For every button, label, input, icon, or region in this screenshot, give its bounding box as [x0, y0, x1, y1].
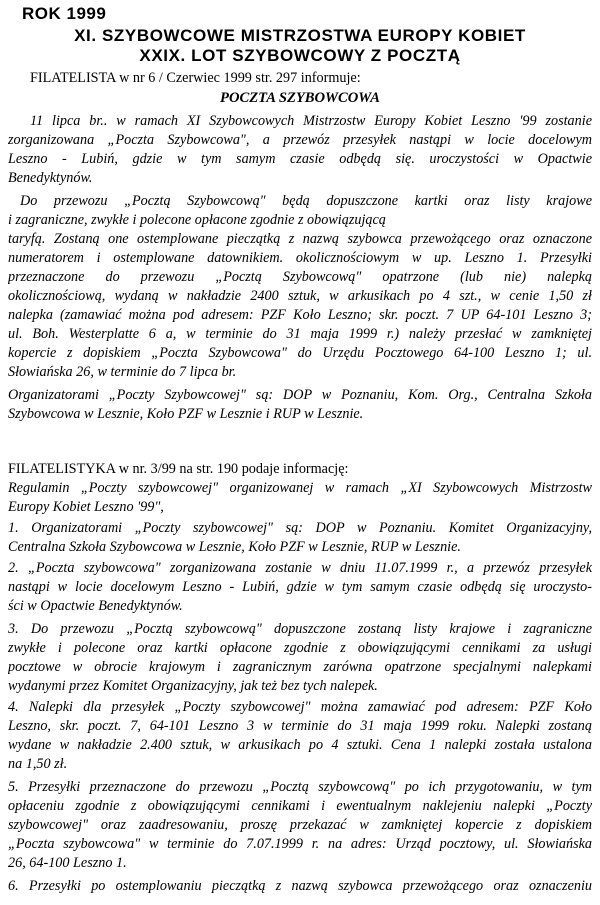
text-line: kopercie z dopiskiem „Poczta Szybowcowa" do Urzędu Pocztowego 64-100 Leszno 1; ul.: [8, 345, 592, 361]
text-line: szybowcowej" oraz zaadresowaniu, proszę przekazać w zamkniętej kopercie z dopiskiem: [8, 817, 592, 833]
year-heading: ROK 1999: [22, 4, 107, 23]
text-line: Organizatorami „Poczty Szybowcowej" są: DOP w Poznaniu, Kom. Org., Centralna Szkoła: [8, 387, 592, 403]
text-line: Leszno, skr. poczt. 7, 64-101 Leszno 3 w terminie do 31 maja 1999 roku. Nalepki zostaną: [8, 718, 592, 734]
text-line: nastąpi w locie docelowym Leszno - Lubiń, gdzie w tym samym czasie odbędą się uroczysto-: [8, 579, 592, 595]
text-line: numeratorem i ostemplowane datownikiem. okolicznościowym w up. Leszno 1. Przesyłki: [8, 250, 592, 266]
text-line: okolicznościową, wydaną w nakładzie 2400 sztuk, w arkusikach po 4 szt., w cenie 1,50 zł: [8, 288, 592, 304]
text-line: 3. Do przewozu „Pocztą szybowcową" dopuszczone zostaną listy krajowe i zagraniczne: [8, 621, 592, 637]
text-line: 5. Przesyłki przeznaczone do przewozu „Pocztą szybowcową" po ich przygotowaniu, w tym: [8, 779, 592, 795]
text-line: Europy Kobiet Leszno '99",: [8, 499, 164, 515]
text-line: na 1,50 zł.: [8, 756, 68, 772]
text-line: przeznaczone do przewozu „Pocztą Szybowcową" opatrzone (lub nie) nalepką: [8, 269, 592, 285]
text-line: ul. Boh. Westerplatte 6 a, w terminie do 31 maja 1999 r.) należy przesłać w zamkniętej: [8, 326, 592, 342]
text-line: 6. Przesyłki po ostemplowaniu pieczątką z nazwą szybowca przewożącego oraz oznaczeniu: [8, 878, 592, 894]
document-title: XI. SZYBOWCOWE MISTRZOSTWA EUROPY KOBIET: [74, 26, 526, 45]
text-line: pocztowe w obrocie krajowym i zagranicznym zarówna opatrzone specjalnymi nalepkami: [8, 659, 592, 675]
text-line: zorganizowana „Poczta Szybowcowa", a przewóz przesyłek nastąpi w locie docelowym: [8, 132, 592, 148]
text-line: wydane w nakładzie 2.400 sztuk, w arkusikach po 4 sztuki. Cena 1 nalepki została ustalona: [8, 737, 592, 753]
document-subtitle: XXIX. LOT SZYBOWCOWY Z POCZTĄ: [139, 46, 461, 65]
text-line: „Poczta szybowcowa" w terminie do 7.07.1999 r. na adres: Urząd pocztowy, ul. Słowiańska: [8, 836, 592, 852]
section1-source: FILATELISTA w nr 6 / Czerwiec 1999 str. 297 informuje:: [30, 70, 361, 86]
text-line: taryfą. Zostaną one ostemplowane pieczątką z nazwą szybowca przewożącego oraz oznaczone: [8, 231, 592, 247]
text-line: Centralna Szkoła Szybowcowa w Lesznie, Koło PZF w Lesznie, RUP w Lesznie.: [8, 539, 461, 555]
section1-heading: POCZTA SZYBOWCOWA: [220, 90, 380, 106]
text-line: opłaceniu zgodnie z obowiązującymi cennikami i ewentualnym naklejeniu nalepki „Poczty: [8, 798, 592, 814]
text-line: nalepka (zamawiać można pod adresem: PZF Koło Leszno; skr. poczt. 7 UP 64-101 Leszno 3;: [8, 307, 592, 323]
text-line: Słowiańska 26, w terminie do 7 lipca br.: [8, 364, 237, 380]
text-line: zwykłe i polecone oraz kartki opłacone zgodnie z obowiązującymi cennikami za usługi: [8, 640, 592, 656]
text-line: wydanymi przez Komitet Organizacyjny, jak też bez tych nalepek.: [8, 678, 378, 694]
section2-source: FILATELISTYKA w nr. 3/99 na str. 190 podaje informację:: [8, 461, 349, 477]
text-line: 1. Organizatorami „Poczty szybowcowej" są: DOP w Poznaniu. Komitet Organizacyjny,: [8, 520, 592, 536]
text-line: 2. „Poczta szybowcowa" zorganizowana zostanie w dniu 11.07.1999 r., a przewóz przesyłek: [8, 560, 592, 576]
text-line: Benedyktynów.: [8, 170, 93, 186]
text-line: Do przewozu „Pocztą Szybowcową" będą dopuszczone kartki oraz listy krajowe: [20, 193, 592, 209]
text-line: 4. Nalepki dla przesyłek „Poczty szybowcowej" można zamawiać pod adresem: PZF Koło: [8, 699, 592, 715]
text-line: i zagraniczne, zwykłe i polecone opłacone zgodnie z obowiązującą: [8, 212, 386, 228]
text-line: Szybowcowa w Lesznie, Koło PZF w Lesznie i RUP w Lesznie.: [8, 406, 364, 422]
text-line: 26, 64-100 Leszno 1.: [8, 855, 127, 871]
text-line: ści w Opactwie Benedyktynów.: [8, 598, 183, 614]
text-line: 11 lipca br.. w ramach XI Szybowcowych Mistrzostw Europy Kobiet Leszno '99 zostanie: [30, 113, 592, 129]
text-line: Regulamin „Poczty szybowcowej" organizowanej w ramach „XI Szybowcowych Mistrzostw: [8, 480, 592, 496]
text-line: Leszno - Lubiń, gdzie w tym samym czasie odbędą się. uroczystości w Opactwie: [8, 151, 592, 167]
